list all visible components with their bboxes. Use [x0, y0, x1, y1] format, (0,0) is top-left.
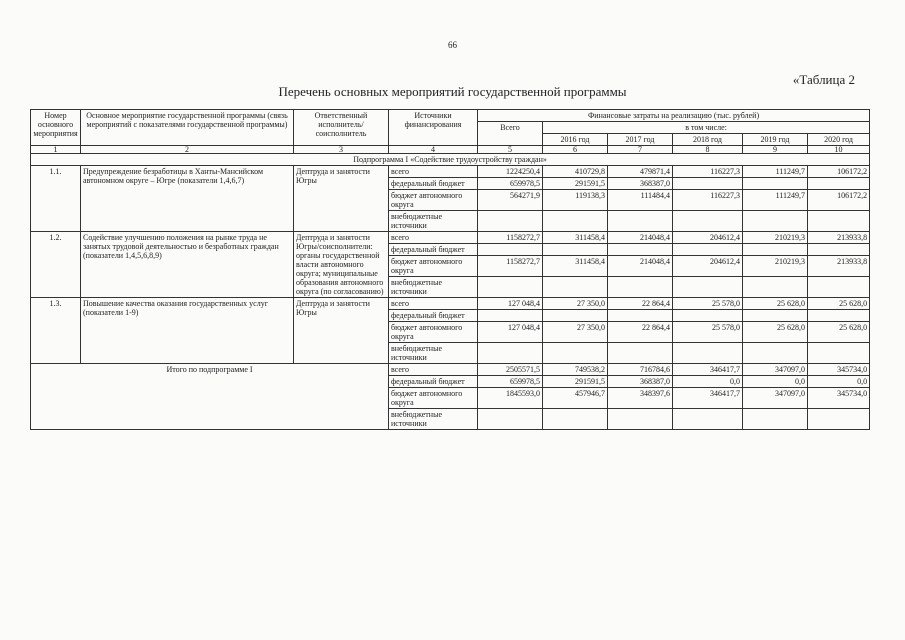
header-year-2017: 2017 год — [608, 134, 673, 146]
amount-total: 2505571,5 — [478, 364, 543, 376]
amount-year: 25 628,0 — [743, 298, 808, 310]
source-regional: бюджет автономного округа — [389, 256, 478, 277]
summary-row — [31, 364, 870, 376]
amount-total: 659978,5 — [478, 178, 543, 190]
amount-year: 348397,6 — [608, 388, 673, 409]
amount-year: 345734,0 — [808, 388, 870, 409]
activity-responsible: Дептруда и занятости Югры — [294, 298, 389, 364]
column-number: 2 — [81, 146, 294, 154]
amount-year — [543, 244, 608, 256]
source-extra: внебюджетные источники — [389, 409, 478, 430]
amount-total — [478, 343, 543, 364]
column-number: 6 — [543, 146, 608, 154]
amount-year: 0,0 — [673, 376, 743, 388]
amount-year: 25 628,0 — [808, 298, 870, 310]
source-extra: внебюджетные источники — [389, 343, 478, 364]
amount-year: 27 350,0 — [543, 298, 608, 310]
amount-year: 111249,7 — [743, 190, 808, 211]
column-number: 3 — [294, 146, 389, 154]
amount-year: 116227,3 — [673, 190, 743, 211]
activity-number: 1.1. — [31, 166, 81, 232]
column-number: 10 — [808, 146, 870, 154]
source-total: всего — [389, 298, 478, 310]
amount-year — [743, 244, 808, 256]
amount-year: 210219,3 — [743, 232, 808, 244]
amount-year — [608, 343, 673, 364]
amount-year: 25 578,0 — [673, 298, 743, 310]
amount-total: 1158272,7 — [478, 232, 543, 244]
source-regional: бюджет автономного округа — [389, 388, 478, 409]
amount-total: 659978,5 — [478, 376, 543, 388]
source-regional: бюджет автономного округа — [389, 190, 478, 211]
amount-total — [478, 244, 543, 256]
activity-name: Содействие улучшению положения на рынке труда не занятых трудовой деятельностью и безработных граждан (показатели 1,4,5,6,8,9) — [81, 232, 294, 298]
source-federal: федеральный бюджет — [389, 376, 478, 388]
amount-year: 479871,4 — [608, 166, 673, 178]
amount-total — [478, 211, 543, 232]
column-number-row — [31, 146, 870, 154]
amount-year — [608, 277, 673, 298]
amount-year — [608, 211, 673, 232]
amount-year: 0,0 — [743, 376, 808, 388]
amount-total: 127 048,4 — [478, 322, 543, 343]
amount-year — [608, 409, 673, 430]
column-number: 4 — [389, 146, 478, 154]
source-extra: внебюджетные источники — [389, 211, 478, 232]
header-year-2018: 2018 год — [673, 134, 743, 146]
amount-year: 368387,0 — [608, 376, 673, 388]
amount-year — [673, 343, 743, 364]
header-year-2016: 2016 год — [543, 134, 608, 146]
amount-year: 27 350,0 — [543, 322, 608, 343]
amount-year: 25 628,0 — [743, 322, 808, 343]
activity-row — [31, 232, 870, 244]
amount-total — [478, 310, 543, 322]
column-number: 1 — [31, 146, 81, 154]
amount-year — [608, 310, 673, 322]
amount-year — [808, 310, 870, 322]
amount-year: 311458,4 — [543, 232, 608, 244]
amount-year — [673, 244, 743, 256]
amount-year: 204612,4 — [673, 256, 743, 277]
document-title: Перечень основных мероприятий государственной программы — [278, 84, 627, 99]
header-financing: Финансовые затраты на реализацию (тыс. рублей) — [478, 110, 870, 122]
column-number: 5 — [478, 146, 543, 154]
amount-year: 214048,4 — [608, 232, 673, 244]
amount-year: 368387,0 — [608, 178, 673, 190]
amount-year: 213933,8 — [808, 256, 870, 277]
amount-year — [743, 178, 808, 190]
amount-year — [673, 178, 743, 190]
amount-year — [608, 244, 673, 256]
amount-year — [743, 211, 808, 232]
amount-year: 204612,4 — [673, 232, 743, 244]
amount-year: 291591,5 — [543, 178, 608, 190]
amount-year — [673, 211, 743, 232]
amount-year — [673, 409, 743, 430]
amount-year — [808, 244, 870, 256]
source-federal: федеральный бюджет — [389, 244, 478, 256]
activity-number: 1.3. — [31, 298, 81, 364]
amount-year — [808, 277, 870, 298]
subprogram-title: Подпрограмма I «Содействие трудоустройству граждан» — [31, 154, 870, 166]
amount-year: 25 578,0 — [673, 322, 743, 343]
amount-year — [543, 343, 608, 364]
source-extra: внебюджетные источники — [389, 277, 478, 298]
amount-year: 345734,0 — [808, 364, 870, 376]
column-number: 8 — [673, 146, 743, 154]
amount-total: 127 048,4 — [478, 298, 543, 310]
amount-year: 716784,6 — [608, 364, 673, 376]
activity-row — [31, 298, 870, 310]
header-including: в том числе: — [543, 122, 870, 134]
source-federal: федеральный бюджет — [389, 178, 478, 190]
amount-year: 106172,2 — [808, 190, 870, 211]
amount-year — [743, 343, 808, 364]
amount-year: 214048,4 — [608, 256, 673, 277]
table-label: «Таблица 2 — [792, 72, 855, 87]
source-federal: федеральный бюджет — [389, 310, 478, 322]
amount-year: 749538,2 — [543, 364, 608, 376]
amount-year — [808, 343, 870, 364]
amount-year — [543, 310, 608, 322]
source-total: всего — [389, 364, 478, 376]
amount-year: 311458,4 — [543, 256, 608, 277]
amount-year: 291591,5 — [543, 376, 608, 388]
amount-year: 347097,0 — [743, 364, 808, 376]
amount-year — [673, 310, 743, 322]
page-number: 66 — [448, 40, 457, 50]
amount-total — [478, 409, 543, 430]
amount-year: 119138,3 — [543, 190, 608, 211]
amount-year: 0,0 — [808, 376, 870, 388]
amount-year — [743, 277, 808, 298]
amount-year: 106172,2 — [808, 166, 870, 178]
source-regional: бюджет автономного округа — [389, 322, 478, 343]
amount-year: 457946,7 — [543, 388, 608, 409]
column-number: 9 — [743, 146, 808, 154]
amount-total: 1845593,0 — [478, 388, 543, 409]
activity-name: Повышение качества оказания государственных услуг (показатели 1-9) — [81, 298, 294, 364]
header-responsible: Ответственный исполнитель/ соисполнитель — [294, 110, 389, 146]
summary-label: Итого по подпрограмме I — [31, 364, 389, 430]
header-year-2019: 2019 год — [743, 134, 808, 146]
amount-year: 410729,8 — [543, 166, 608, 178]
amount-year: 111249,7 — [743, 166, 808, 178]
activity-responsible: Дептруда и занятости Югры — [294, 166, 389, 232]
header-year-2020: 2020 год — [808, 134, 870, 146]
amount-total: 564271,9 — [478, 190, 543, 211]
amount-year — [808, 211, 870, 232]
source-total: всего — [389, 166, 478, 178]
amount-year: 346417,7 — [673, 364, 743, 376]
amount-total — [478, 277, 543, 298]
activity-row — [31, 166, 870, 178]
amount-year — [743, 310, 808, 322]
amount-year — [743, 409, 808, 430]
amount-year: 346417,7 — [673, 388, 743, 409]
amount-total: 1224250,4 — [478, 166, 543, 178]
amount-year: 22 864,4 — [608, 322, 673, 343]
activity-number: 1.2. — [31, 232, 81, 298]
amount-year: 347097,0 — [743, 388, 808, 409]
activity-name: Предупреждение безработицы в Ханты-Мансийском автономном округе – Югре (показатели 1,4,6,7) — [81, 166, 294, 232]
source-total: всего — [389, 232, 478, 244]
amount-year — [543, 409, 608, 430]
activity-responsible: Дептруда и занятости Югры/соисполнители: органы государственной власти автономного округа; муниципальные образования автономного округа (по согласованию) — [294, 232, 389, 298]
amount-year: 213933,8 — [808, 232, 870, 244]
subprogram-row — [31, 154, 870, 166]
amount-year: 22 864,4 — [608, 298, 673, 310]
column-number: 7 — [608, 146, 673, 154]
header-activity: Основное мероприятие государственной программы (связь мероприятий с показателями государственной программы) — [81, 110, 294, 146]
activities-table — [30, 109, 870, 430]
amount-year: 210219,3 — [743, 256, 808, 277]
header-total: Всего — [478, 122, 543, 146]
amount-year — [808, 178, 870, 190]
amount-year: 25 628,0 — [808, 322, 870, 343]
amount-total: 1158272,7 — [478, 256, 543, 277]
header-num: Номер основного мероприятия — [31, 110, 81, 146]
amount-year: 111484,4 — [608, 190, 673, 211]
amount-year — [543, 211, 608, 232]
amount-year: 116227,3 — [673, 166, 743, 178]
header-sources: Источники финансирования — [389, 110, 478, 146]
amount-year — [673, 277, 743, 298]
amount-year — [808, 409, 870, 430]
amount-year — [543, 277, 608, 298]
